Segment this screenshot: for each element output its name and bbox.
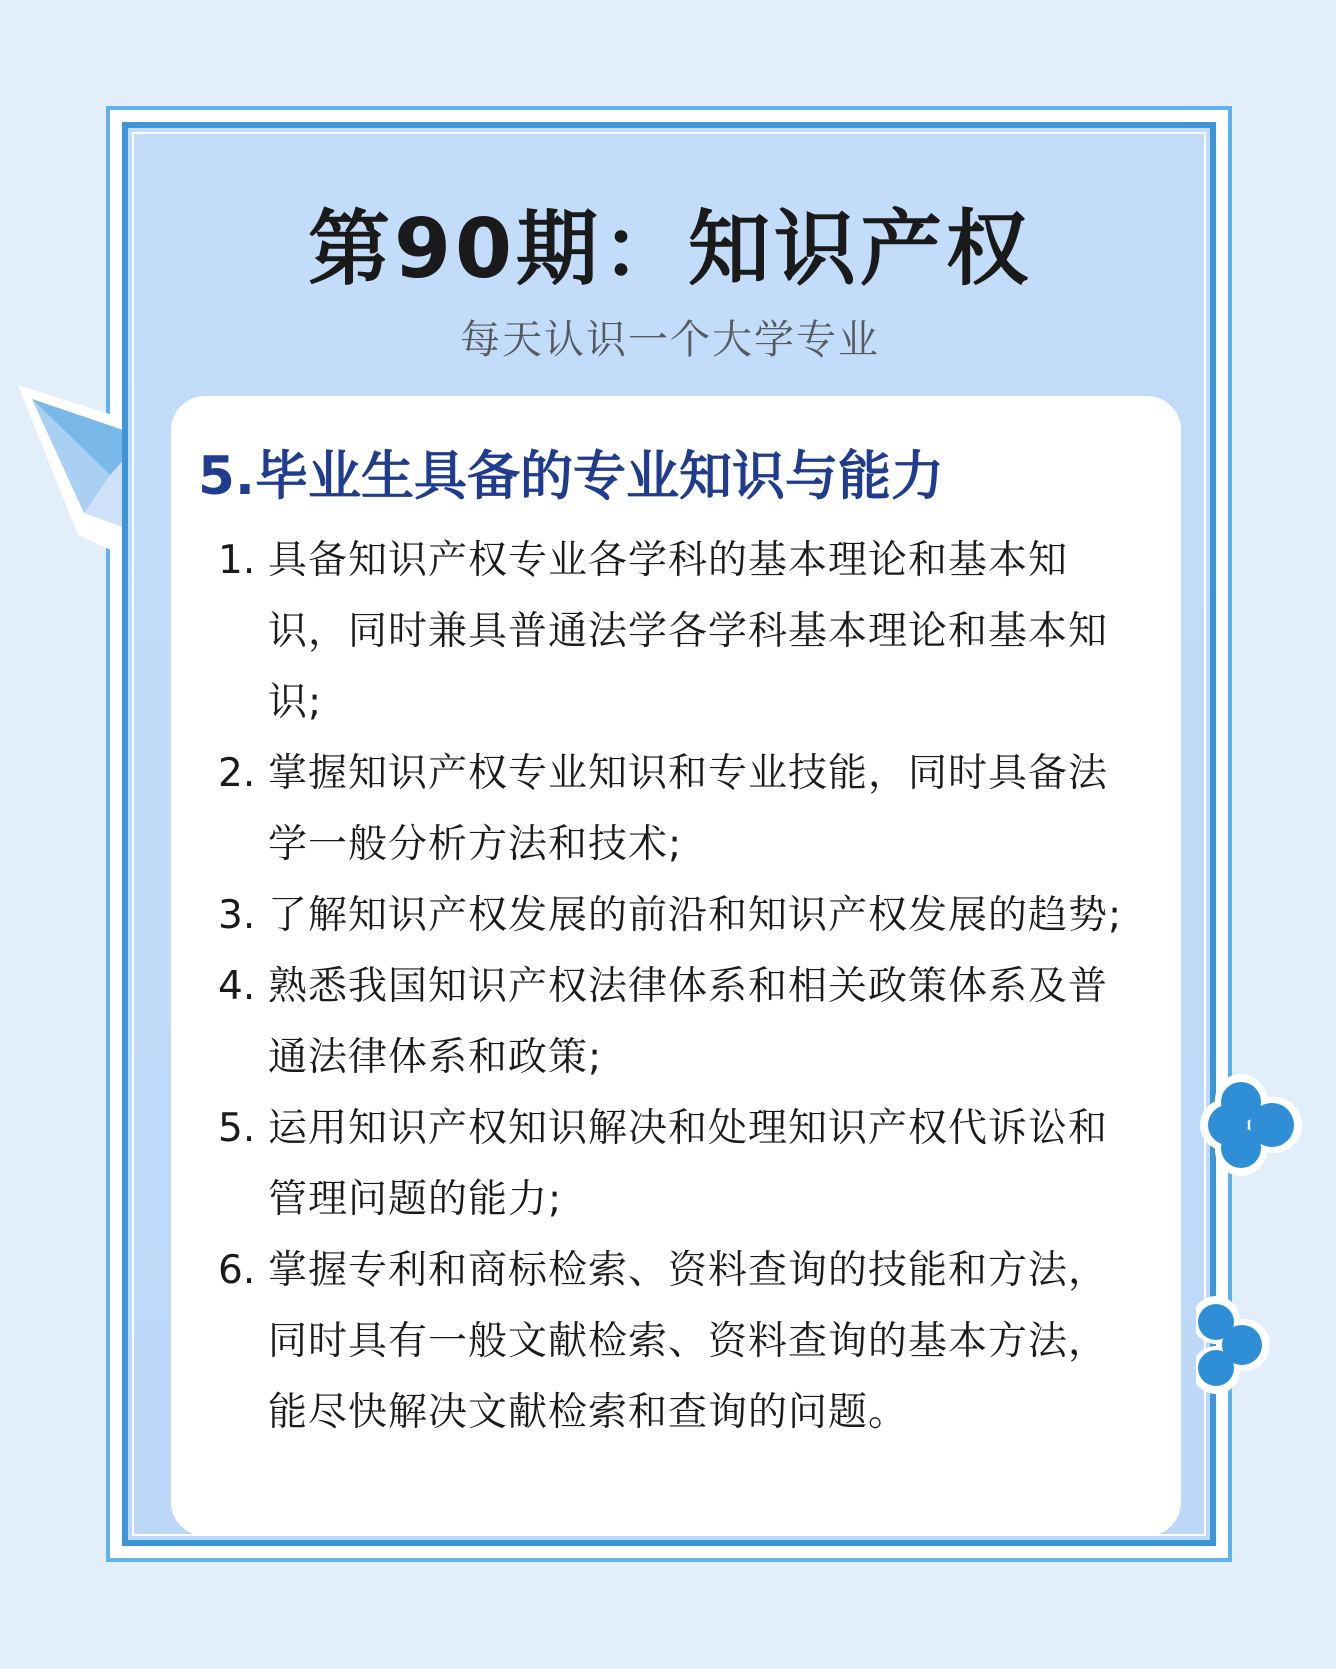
section-heading: 5.毕业生具备的专业知识与能力 xyxy=(198,446,945,507)
list-item-number: 4. xyxy=(218,964,256,1009)
list-item-number: 5. xyxy=(218,1106,256,1151)
ability-list xyxy=(218,525,1143,1448)
list-item-text: 熟悉我国知识产权法律体系和相关政策体系及普通法律体系和政策; xyxy=(268,964,1109,1080)
list-item-number: 6. xyxy=(218,1248,256,1293)
list-item-text: 运用知识产权知识解决和处理知识产权代诉讼和管理问题的能力; xyxy=(268,1106,1109,1222)
list-item xyxy=(218,1235,1143,1448)
list-item-text: 具备知识产权专业各学科的基本理论和基本知识，同时兼具普通法学各学科基本理论和基本知识; xyxy=(268,538,1109,725)
page-title: 第90期：知识产权 xyxy=(307,202,1033,297)
list-item-text: 了解知识产权发展的前沿和知识产权发展的趋势; xyxy=(268,893,1123,938)
list-item xyxy=(218,951,1143,1093)
list-item xyxy=(218,880,1143,951)
list-item-number: 3. xyxy=(218,893,256,938)
list-item-number: 1. xyxy=(218,538,256,583)
list-item xyxy=(218,1093,1143,1235)
cloud-icon xyxy=(1196,1070,1306,1180)
list-item-number: 2. xyxy=(218,751,256,796)
list-item-text: 掌握专利和商标检索、资料查询的技能和方法，同时具有一般文献检索、资料查询的基本方法，能尽快解决文献检索和查询的问题。 xyxy=(268,1248,1109,1435)
list-item-text: 掌握知识产权专业知识和专业技能，同时具备法学一般分析方法和技术; xyxy=(268,751,1109,867)
cloud-icon xyxy=(1196,1290,1276,1400)
list-item xyxy=(218,525,1143,738)
page-subtitle: 每天认识一个大学专业 xyxy=(460,317,880,363)
list-item xyxy=(218,738,1143,880)
